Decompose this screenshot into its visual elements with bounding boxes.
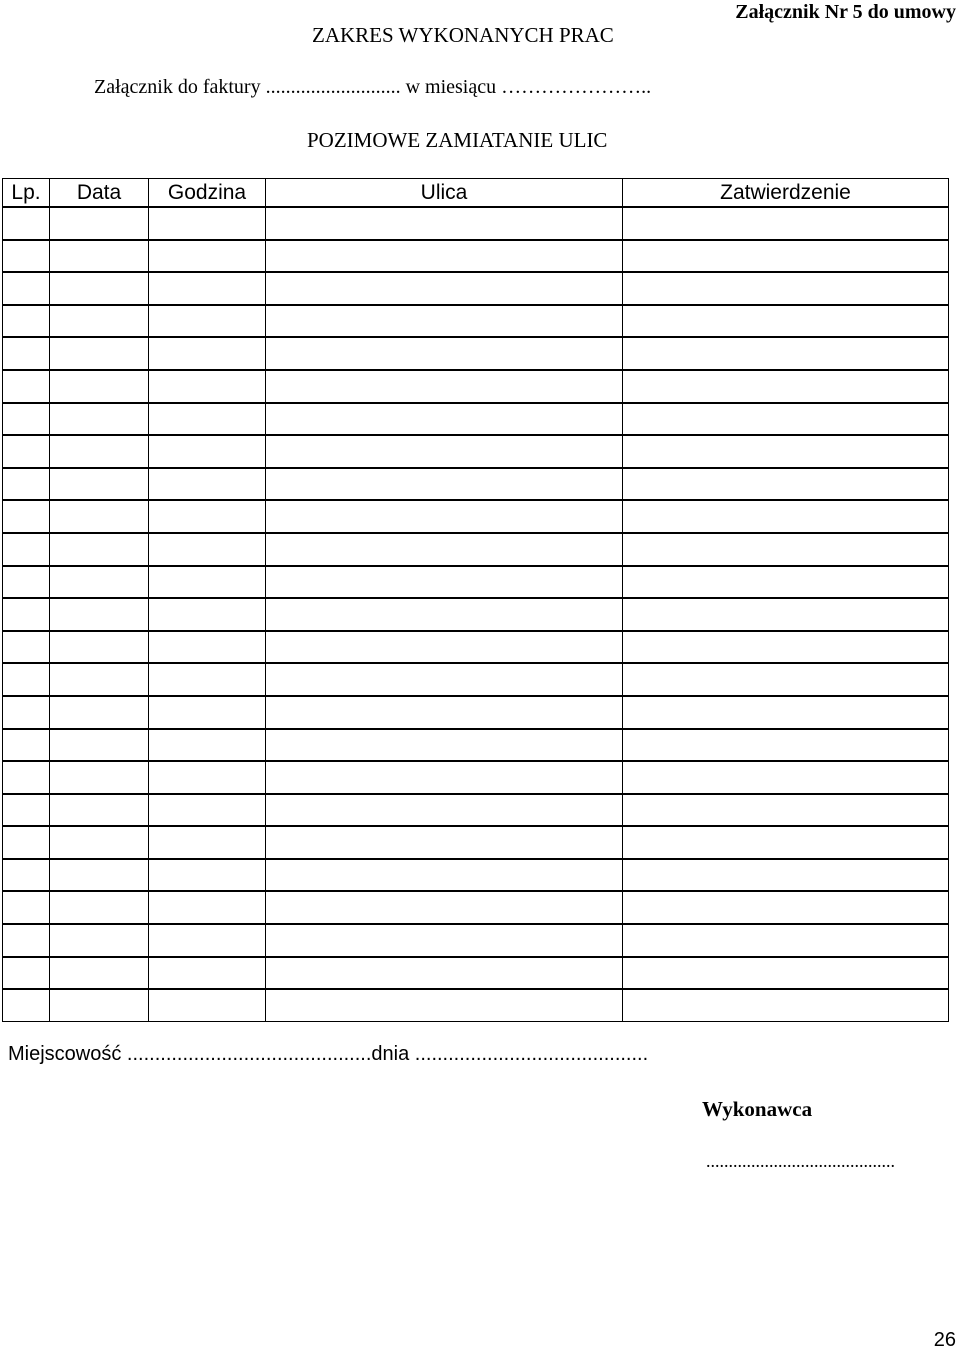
table-cell[interactable] <box>149 598 266 631</box>
place-and-date-line: Miejscowość ............................................dnia .......................................... <box>8 1043 649 1065</box>
contractor-label: Wykonawca <box>702 1097 813 1121</box>
signature-line: .......................................... <box>706 1151 895 1171</box>
table-cell[interactable] <box>3 696 50 729</box>
table-cell[interactable] <box>149 500 266 533</box>
table-cell[interactable] <box>149 924 266 957</box>
table-cell[interactable] <box>266 794 623 827</box>
invoice-reference-line: Załącznik do faktury ........................... w miesiącu ………………….. <box>94 76 652 98</box>
table-cell[interactable] <box>266 566 623 599</box>
table-cell[interactable] <box>266 207 623 240</box>
table-cell[interactable] <box>266 826 623 859</box>
table-cell[interactable] <box>50 924 149 957</box>
table-cell[interactable] <box>3 533 50 566</box>
table-cell[interactable] <box>149 663 266 696</box>
table-cell[interactable] <box>149 631 266 664</box>
table-cell[interactable] <box>50 663 149 696</box>
table-cell[interactable] <box>266 631 623 664</box>
table-cell[interactable] <box>149 240 266 273</box>
table-row <box>3 403 949 436</box>
table-cell[interactable] <box>50 272 149 305</box>
table-cell[interactable] <box>50 794 149 827</box>
column-header-ulica: Ulica <box>266 179 623 208</box>
table-cell[interactable] <box>149 859 266 892</box>
table-cell[interactable] <box>623 240 949 273</box>
column-header-zatwierdzenie: Zatwierdzenie <box>623 179 949 208</box>
table-cell[interactable] <box>3 566 50 599</box>
table-cell[interactable] <box>149 403 266 436</box>
table-cell[interactable] <box>3 663 50 696</box>
table-cell[interactable] <box>50 337 149 370</box>
table-cell[interactable] <box>623 696 949 729</box>
table-cell[interactable] <box>50 435 149 468</box>
table-cell[interactable] <box>623 891 949 924</box>
work-log-table <box>2 178 949 1022</box>
table-row <box>3 826 949 859</box>
table-cell[interactable] <box>50 957 149 990</box>
table-cell[interactable] <box>266 859 623 892</box>
table-row <box>3 598 949 631</box>
table-cell[interactable] <box>149 566 266 599</box>
table-cell[interactable] <box>149 337 266 370</box>
table-cell[interactable] <box>266 240 623 273</box>
table-cell[interactable] <box>623 272 949 305</box>
table-cell[interactable] <box>50 761 149 794</box>
table-cell[interactable] <box>3 500 50 533</box>
attachment-label: Załącznik Nr 5 do umowy <box>735 1 956 23</box>
table-row <box>3 859 949 892</box>
table-cell[interactable] <box>149 761 266 794</box>
table-row <box>3 761 949 794</box>
table-cell[interactable] <box>623 500 949 533</box>
table-row <box>3 305 949 338</box>
table-row <box>3 566 949 599</box>
table-cell[interactable] <box>623 533 949 566</box>
table-cell[interactable] <box>623 566 949 599</box>
table-cell[interactable] <box>623 859 949 892</box>
table-cell[interactable] <box>3 891 50 924</box>
table-cell[interactable] <box>3 794 50 827</box>
table-row <box>3 631 949 664</box>
table-row <box>3 370 949 403</box>
table-cell[interactable] <box>50 207 149 240</box>
table-cell[interactable] <box>266 435 623 468</box>
table-cell[interactable] <box>623 989 949 1021</box>
table-cell[interactable] <box>3 403 50 436</box>
table-row <box>3 240 949 273</box>
table-cell[interactable] <box>266 989 623 1021</box>
table-cell[interactable] <box>3 989 50 1021</box>
table-cell[interactable] <box>623 761 949 794</box>
table-cell[interactable] <box>3 240 50 273</box>
table-cell[interactable] <box>623 826 949 859</box>
table-cell[interactable] <box>50 305 149 338</box>
table-cell[interactable] <box>623 403 949 436</box>
table-cell[interactable] <box>623 370 949 403</box>
table-cell[interactable] <box>266 533 623 566</box>
table-cell[interactable] <box>623 729 949 762</box>
table-cell[interactable] <box>623 207 949 240</box>
table-cell[interactable] <box>623 435 949 468</box>
table-cell[interactable] <box>3 468 50 501</box>
table-row <box>3 435 949 468</box>
table-cell[interactable] <box>623 598 949 631</box>
table-cell[interactable] <box>266 272 623 305</box>
table-cell[interactable] <box>623 957 949 990</box>
table-cell[interactable] <box>3 435 50 468</box>
table-cell[interactable] <box>623 337 949 370</box>
table-cell[interactable] <box>149 729 266 762</box>
table-cell[interactable] <box>50 370 149 403</box>
table-row <box>3 957 949 990</box>
table-cell[interactable] <box>50 826 149 859</box>
table-row <box>3 500 949 533</box>
table-cell[interactable] <box>3 761 50 794</box>
table-cell[interactable] <box>149 696 266 729</box>
table-cell[interactable] <box>3 729 50 762</box>
table-cell[interactable] <box>3 631 50 664</box>
table-cell[interactable] <box>50 696 149 729</box>
document-title: ZAKRES WYKONANYCH PRAC <box>312 23 614 47</box>
table-cell[interactable] <box>3 924 50 957</box>
table-cell[interactable] <box>266 403 623 436</box>
table-cell[interactable] <box>3 826 50 859</box>
table-cell[interactable] <box>3 272 50 305</box>
table-cell[interactable] <box>3 305 50 338</box>
table-cell[interactable] <box>149 207 266 240</box>
table-cell[interactable] <box>3 337 50 370</box>
table-cell[interactable] <box>149 794 266 827</box>
table-cell[interactable] <box>149 891 266 924</box>
table-row <box>3 337 949 370</box>
table-cell[interactable] <box>149 435 266 468</box>
table-cell[interactable] <box>50 989 149 1021</box>
table-row <box>3 924 949 957</box>
table-cell[interactable] <box>3 598 50 631</box>
page-number: 26 <box>933 1329 956 1351</box>
table-cell[interactable] <box>3 207 50 240</box>
table-cell[interactable] <box>50 729 149 762</box>
table-cell[interactable] <box>266 729 623 762</box>
table-cell[interactable] <box>149 826 266 859</box>
table-cell[interactable] <box>50 631 149 664</box>
column-header-data: Data <box>50 179 149 208</box>
table-row <box>3 272 949 305</box>
table-cell[interactable] <box>50 891 149 924</box>
table-cell[interactable] <box>3 957 50 990</box>
table-cell[interactable] <box>266 891 623 924</box>
section-title: POZIMOWE ZAMIATANIE ULIC <box>307 128 608 152</box>
table-cell[interactable] <box>50 468 149 501</box>
table-cell[interactable] <box>50 500 149 533</box>
table-cell[interactable] <box>149 305 266 338</box>
table-cell[interactable] <box>149 989 266 1021</box>
table-cell[interactable] <box>623 794 949 827</box>
table-row <box>3 663 949 696</box>
table-cell[interactable] <box>149 533 266 566</box>
column-header-lp: Lp. <box>3 179 50 208</box>
table-cell[interactable] <box>266 500 623 533</box>
table-cell[interactable] <box>50 533 149 566</box>
table-cell[interactable] <box>623 305 949 338</box>
table-cell[interactable] <box>50 859 149 892</box>
table-header-row <box>3 179 949 208</box>
table-cell[interactable] <box>50 403 149 436</box>
table-row <box>3 729 949 762</box>
table-row <box>3 696 949 729</box>
table-cell[interactable] <box>266 370 623 403</box>
table-cell[interactable] <box>3 370 50 403</box>
column-header-godzina: Godzina <box>149 179 266 208</box>
table-row <box>3 891 949 924</box>
table-body <box>3 207 949 1021</box>
table-cell[interactable] <box>50 566 149 599</box>
table-cell[interactable] <box>266 761 623 794</box>
table-row <box>3 533 949 566</box>
table-cell[interactable] <box>266 337 623 370</box>
table-cell[interactable] <box>149 468 266 501</box>
table-row <box>3 207 949 240</box>
table-cell[interactable] <box>149 957 266 990</box>
table-cell[interactable] <box>623 924 949 957</box>
table-row <box>3 989 949 1021</box>
table-cell[interactable] <box>623 663 949 696</box>
table-cell[interactable] <box>50 240 149 273</box>
table-cell[interactable] <box>266 598 623 631</box>
table-cell[interactable] <box>266 696 623 729</box>
table-row <box>3 794 949 827</box>
table-cell[interactable] <box>266 305 623 338</box>
table-cell[interactable] <box>149 370 266 403</box>
table-cell[interactable] <box>149 272 266 305</box>
table-cell[interactable] <box>623 468 949 501</box>
table-cell[interactable] <box>266 957 623 990</box>
table-cell[interactable] <box>266 924 623 957</box>
table-cell[interactable] <box>266 468 623 501</box>
table-cell[interactable] <box>266 663 623 696</box>
table-cell[interactable] <box>50 598 149 631</box>
table-cell[interactable] <box>623 631 949 664</box>
table-row <box>3 468 949 501</box>
table-cell[interactable] <box>3 859 50 892</box>
